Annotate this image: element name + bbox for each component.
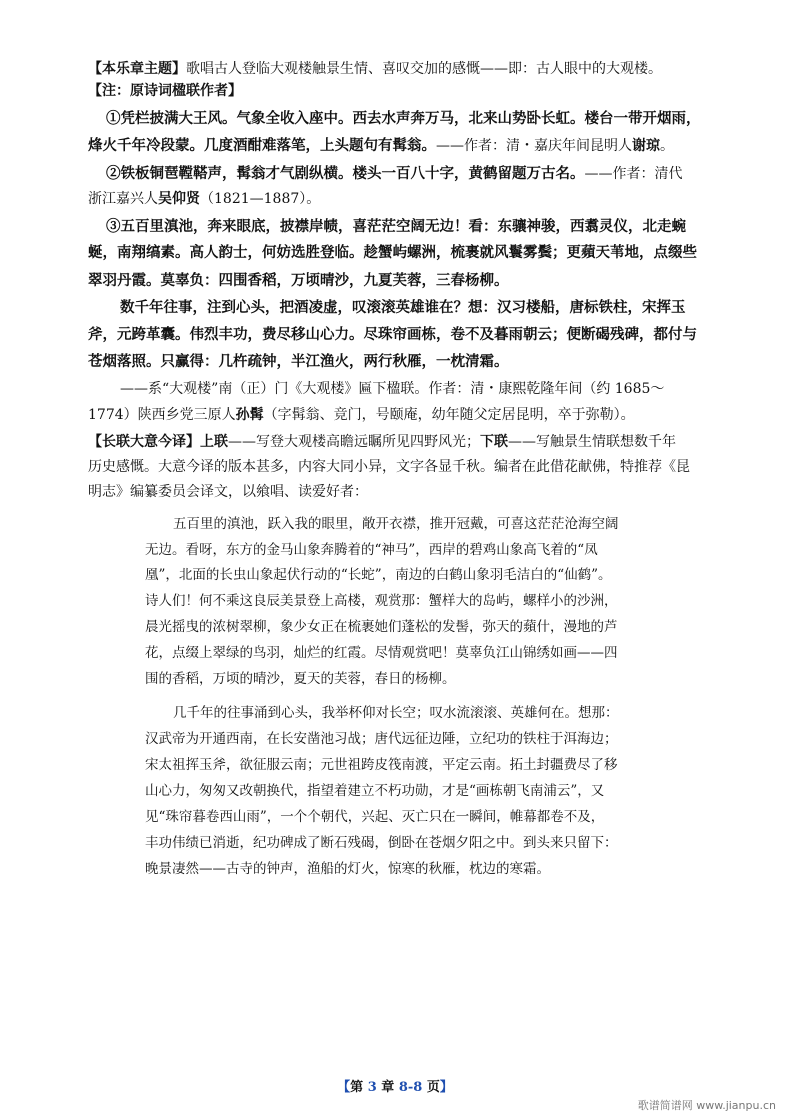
translation-line: 凰”，北面的长虫山象起伏行动的“长蛇”，南边的白鹤山象羽毛洁白的“仙鹤”。	[145, 567, 612, 583]
translation-intro-line1: 【长联大意今译】上联——写登大观楼高瞻远瞩所见四野风光；下联——写触景生情联想数千年	[88, 434, 676, 450]
theme-line	[88, 60, 708, 78]
translation-line: 山心力，匆匆又改朝换代，指望着建立不朽功勋，才是“画栋朝飞南浦云”，又	[145, 783, 605, 799]
translation-line: 花，点缀上翠绿的鸟羽，灿烂的红霞。尽情观赏吧！莫辜负江山锦绣如画——四	[145, 645, 618, 661]
couplet-lower-line3: 苍烟落照。只赢得：几杵疏钟，半江渔火，两行秋雁，一枕清霜。	[88, 353, 509, 370]
note-heading: 【注：原诗词楹联作者】	[88, 83, 242, 99]
author-name: 谢琼	[632, 138, 660, 154]
couplet-source-line1: ——系“大观楼”南（正）门《大观楼》匾下楹联。作者：清・康熙乾隆年间（约 1685～	[120, 381, 665, 397]
couplet-upper-line2: 蜒，南翔缟素。高人韵士，何妨选胜登临。趁蟹屿螺洲，梳裹就风鬟雾鬓；更蘋天苇地，点缀些	[88, 244, 697, 261]
couplet-upper-line1: ③五百里滇池，奔来眼底，披襟岸帻，喜茫茫空阔无边！看：东骧神骏，西翥灵仪，北走蜿	[106, 218, 686, 235]
chapter-number: 3	[367, 1080, 377, 1095]
page-number: 8-8	[398, 1080, 423, 1095]
translation-intro-line2: 历史感慨。大意今译的版本甚多，内容大同小异，文字各显千秋。编者在此借花献佛，特推荐《昆	[88, 459, 690, 475]
couplet-lower-line2: 斧，元跨革囊。伟烈丰功，费尽移山心力。尽珠帘画栋，卷不及暮雨朝云；便断碣残碑，都付与	[88, 326, 697, 343]
theme-tag: 【本乐章主题】	[88, 61, 186, 77]
translation-line: 丰功伟绩已消逝，纪功碑成了断石残碣，倒卧在苍烟夕阳之中。到头来只留下：	[145, 835, 618, 851]
couplet-upper-line3: 翠羽丹霞。莫辜负：四围香稻，万顷晴沙，九夏芙蓉，三春杨柳。	[88, 272, 509, 289]
poem2-line2: 浙江嘉兴人吴仰贤（1821—1887）。	[88, 191, 321, 207]
translation-line: 晚景凄然——古寺的钟声，渔船的灯火，惊寒的秋雁，枕边的寒霜。	[145, 861, 550, 877]
translation-intro-line3: 明志》编纂委员会译文，以飨唱、读爱好者：	[88, 484, 368, 500]
poem1-line2: 烽火千年冷段蒙。几度酒酣难落笔，上头题句有髯翁。——作者：清・嘉庆年间昆明人谢琼。	[88, 137, 674, 154]
translation-line: 汉武帝为开通西南，在长安凿池习战；唐代远征边陲，立纪功的铁柱于洱海边；	[145, 731, 618, 747]
couplet-lower-line1: 数千年往事，注到心头，把酒凌虚，叹滚滚英雄谁在？想：汉习楼船，唐标铁柱，宋挥玉	[120, 299, 686, 316]
translation-tag: 【长联大意今译】	[88, 434, 200, 450]
page-footer: 【第 3 章 8-8 页】	[337, 1080, 453, 1095]
poem2-line1: ②铁板铜琶鞺鞳声，髯翁才气剧纵横。楼头一百八十字，黄鹤留题万古名。——作者：清代	[106, 165, 683, 182]
theme-text: 歌唱古人登临大观楼触景生情、喜叹交加的感慨——即：古人眼中的大观楼。	[186, 61, 662, 77]
translation-line: 晨光摇曳的浓树翠柳，象少女正在梳裹她们蓬松的发髻，弥天的蘋什，漫地的芦	[145, 619, 618, 635]
translation-line: 五百里的滇池，跃入我的眼里，敞开衣襟，推开冠戴，可喜这茫茫沧海空阔	[173, 516, 619, 532]
watermark: 歌谱简谱网 www.jianpu.cn	[637, 1099, 776, 1112]
translation-line: 见“珠帘暮卷西山雨”，一个个朝代，兴起、灭亡只在一瞬间，帷幕都卷不及，	[145, 809, 605, 825]
translation-line: 宋太祖挥玉斧，欲征服云南；元世祖跨皮筏南渡，平定云南。拓土封疆费尽了移	[145, 757, 618, 773]
couplet-source-line2: 1774）陕西乡党三原人孙髯（字髯翁、竞门，号颐庵，幼年随父定居昆明，卒于弥勒）。	[88, 407, 635, 423]
translation-line: 无边。看呀，东方的金马山象奔腾着的“神马”，西岸的碧鸡山象高飞着的“凤	[145, 542, 598, 558]
translation-line: 几千年的往事涌到心头，我举杯仰对长空；叹水流滚滚、英雄何在。想那：	[173, 705, 619, 721]
poem1-line1: ①凭栏披满大王风。气象全收入座中。西去水声奔万马，北来山势卧长虹。楼台一带开烟雨，	[106, 110, 701, 127]
translation-line: 诗人们！何不乘这良辰美景登上高楼，观赏那：蟹样大的岛屿，螺样小的沙洲，	[145, 593, 618, 609]
author-name: 吴仰贤	[158, 191, 200, 207]
author-name: 孙髯	[235, 407, 264, 423]
translation-line: 围的香稻，万顷的晴沙，夏天的芙蓉，春日的杨柳。	[145, 671, 456, 687]
